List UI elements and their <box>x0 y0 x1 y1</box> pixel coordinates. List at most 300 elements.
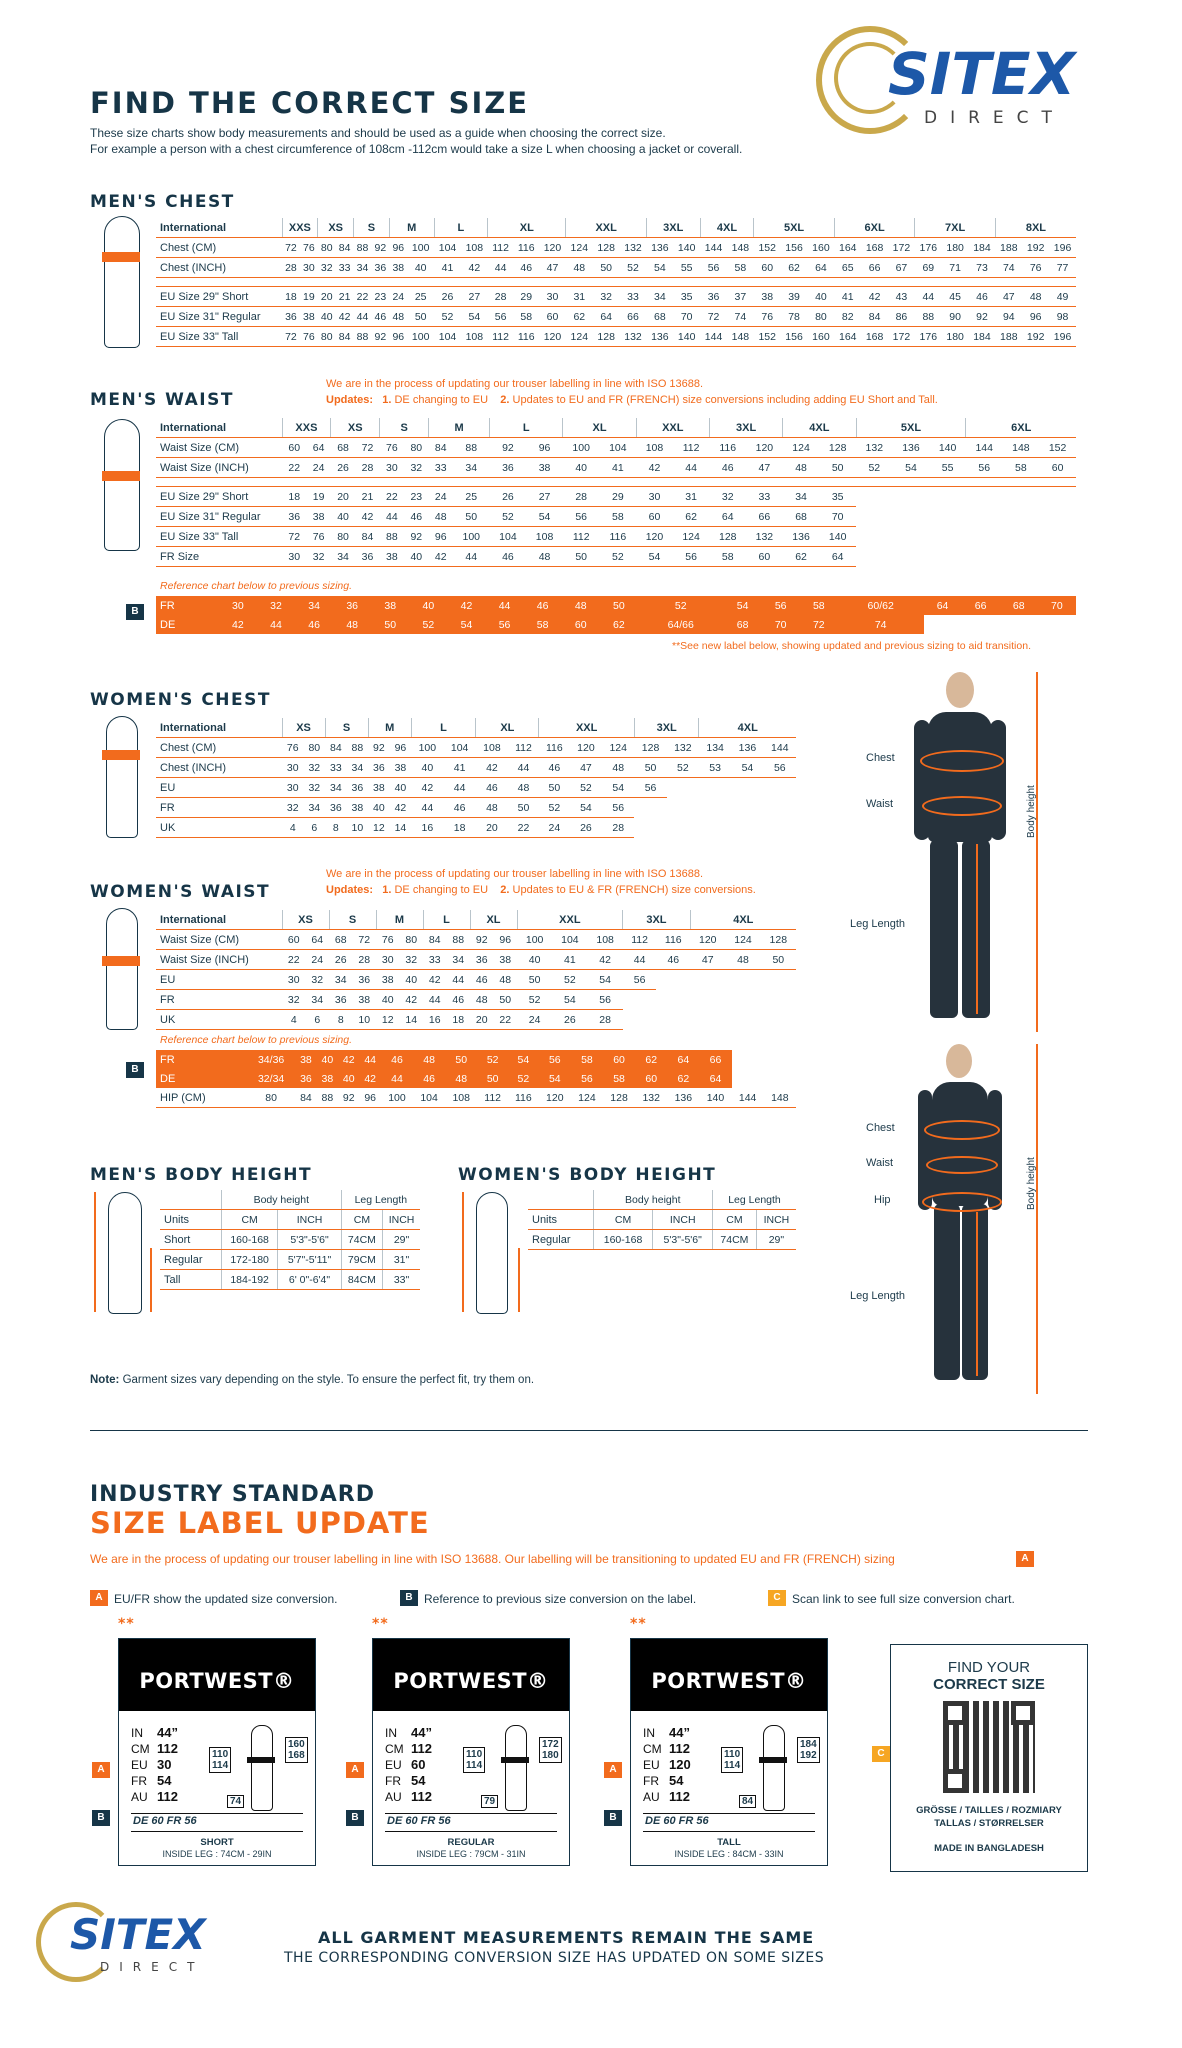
table-cell: 42 <box>429 547 453 567</box>
table-cell: 84 <box>861 307 888 327</box>
waist-ring-icon <box>926 1156 998 1174</box>
womens-ref-note: Reference chart below to previous sizing. <box>160 1034 353 1046</box>
table-cell: 76 <box>380 438 404 458</box>
table-cell: Chest (CM) <box>156 238 282 258</box>
male-leg-left <box>930 840 958 1018</box>
table-cell: Regular <box>528 1230 593 1250</box>
update-2-num: 2. <box>500 884 510 896</box>
qr-code-icon[interactable] <box>943 1701 1035 1793</box>
table-cell: 128 <box>819 438 856 458</box>
table-cell: 54 <box>461 307 488 327</box>
update-2: Updates to EU and FR (FRENCH) size conversions including adding EU Short and Tall. <box>512 394 938 406</box>
table-cell: 36 <box>329 990 353 1010</box>
label-box-bottom: 74 <box>227 1795 244 1808</box>
leg-arrow-icon <box>518 1248 520 1312</box>
table-cell: 168 <box>861 238 888 258</box>
logo-subtext: DIRECT <box>924 108 1065 128</box>
label-old-sizes: DE 60 FR 56 <box>645 1815 709 1827</box>
table-cell: XXS <box>282 218 318 238</box>
table-cell: 28 <box>353 950 377 970</box>
table-cell: FR Size <box>156 547 282 567</box>
table-cell: 84 <box>295 1088 316 1108</box>
table-cell: 124 <box>725 930 760 950</box>
waist-label: Waist <box>866 1157 894 1169</box>
table-cell: 32 <box>306 547 330 567</box>
table-cell: 116 <box>508 1088 539 1108</box>
table-row <box>156 738 796 758</box>
table-cell: 96 <box>429 527 453 547</box>
table-cell: 16 <box>423 1010 447 1030</box>
table-cell: 88 <box>317 1088 338 1108</box>
table-cell: 132 <box>620 238 647 258</box>
table-cell: 32 <box>306 970 330 990</box>
chest-ring-icon <box>924 1120 1000 1140</box>
table-cell: 64 <box>699 1069 731 1088</box>
ref-row <box>156 615 1076 634</box>
table-cell: 18 <box>443 818 475 838</box>
table-row <box>156 327 1076 347</box>
table-cell: 49 <box>1049 287 1076 307</box>
table-cell: 84 <box>336 238 354 258</box>
legend-badge-c: C <box>768 1590 786 1606</box>
table-cell: 50 <box>407 307 434 327</box>
label-waist-band-icon <box>759 1757 787 1763</box>
table-cell: S <box>325 718 368 738</box>
table-cell: 50 <box>563 547 600 567</box>
table-cell: 45 <box>942 287 969 307</box>
table-cell: 64 <box>807 258 834 278</box>
table-cell: 47 <box>539 258 566 278</box>
table-cell: 30 <box>300 258 318 278</box>
legend-badge-a: A <box>90 1590 108 1606</box>
womens-ref-table <box>156 1050 796 1108</box>
table-cell: 55 <box>929 458 966 478</box>
table-cell: 58 <box>727 258 754 278</box>
table-cell: 172-180 <box>221 1250 277 1270</box>
table-cell: 172 <box>888 238 915 258</box>
leg-line-icon <box>976 844 978 1014</box>
label-line: AU 112 <box>131 1789 178 1804</box>
table-cell: 8XL <box>995 218 1076 238</box>
industry-title-2: SIZE LABEL UPDATE <box>90 1506 430 1540</box>
table-cell: 140 <box>673 238 700 258</box>
table-cell: 37 <box>727 287 754 307</box>
qr-corner-icon <box>943 1769 967 1793</box>
table-cell: 38 <box>389 258 407 278</box>
table-cell: 112 <box>673 438 710 458</box>
table-cell: 148 <box>727 327 754 347</box>
table-cell: 38 <box>295 1050 316 1069</box>
table-row <box>156 798 796 818</box>
table-cell: 172 <box>888 327 915 347</box>
table-cell: 92 <box>338 1088 359 1108</box>
table-cell: 46 <box>969 287 996 307</box>
table-cell: 88 <box>447 930 471 950</box>
table-cell: 10 <box>353 1010 377 1030</box>
table-cell: 184 <box>969 238 996 258</box>
mens-ref-table <box>156 596 1076 634</box>
table-cell: 72 <box>282 327 300 347</box>
table-cell: 46 <box>524 596 562 615</box>
table-cell: 42 <box>861 287 888 307</box>
table-cell: M <box>389 218 434 238</box>
table-cell: 36 <box>295 1069 316 1088</box>
table-cell: 18 <box>282 287 300 307</box>
table-cell: 46 <box>490 547 527 567</box>
table-cell: 132 <box>620 327 647 347</box>
table-cell: 100 <box>381 1088 413 1108</box>
table-cell: 112 <box>488 238 514 258</box>
table-cell: XXL <box>566 218 647 238</box>
table-cell: 64/66 <box>638 615 724 634</box>
table-cell: FR <box>156 596 219 615</box>
table-cell: S <box>380 418 429 438</box>
label-size-name: TALL <box>717 1837 741 1848</box>
table-row <box>156 818 796 838</box>
table-cell: 188 <box>995 327 1022 347</box>
table-cell: Tall <box>160 1270 221 1290</box>
table-cell: 42 <box>219 615 257 634</box>
table-cell: EU Size 29" Short <box>156 287 282 307</box>
table-cell: 144 <box>700 327 727 347</box>
label-divider <box>131 1813 303 1814</box>
table-cell: 54 <box>893 458 930 478</box>
table-cell: 80 <box>304 738 326 758</box>
table-cell: 6XL <box>834 218 915 238</box>
table-cell: 16 <box>411 818 443 838</box>
table-cell: 26 <box>490 487 527 507</box>
table-cell: 92 <box>371 238 389 258</box>
body-height-label: Body height <box>1026 785 1037 838</box>
table-cell: 88 <box>453 438 490 458</box>
table-cell: 48 <box>566 258 593 278</box>
table-cell: XL <box>476 718 539 738</box>
female-torso <box>932 1082 988 1206</box>
table-cell: 70 <box>1038 596 1076 615</box>
qr-line-2: CORRECT SIZE <box>933 1676 1045 1693</box>
table-cell: 192 <box>1022 238 1049 258</box>
table-cell: INCH <box>756 1210 796 1230</box>
womens-waist-note-1: We are in the process of updating our trouser labelling in line with ISO 13688. <box>326 868 704 880</box>
qr-corner-icon <box>1011 1701 1035 1725</box>
table-cell: 56 <box>571 1069 603 1088</box>
table-cell: 64 <box>593 307 620 327</box>
table-cell: 47 <box>746 458 783 478</box>
table-cell: 40 <box>407 258 434 278</box>
table-row <box>156 458 1076 478</box>
table-cell: 48 <box>526 547 563 567</box>
label-divider <box>643 1831 815 1832</box>
logo-text: SITEX <box>70 1910 206 1959</box>
table-cell: 98 <box>1049 307 1076 327</box>
table-cell: 21 <box>355 487 379 507</box>
badge-b: B <box>126 1062 144 1078</box>
mens-chest-table <box>156 218 1076 347</box>
table-cell: 124 <box>571 1088 603 1108</box>
table-cell: 24 <box>539 818 570 838</box>
update-1: DE changing to EU <box>394 394 489 406</box>
table-cell: 42 <box>588 950 623 970</box>
table-cell: 5'7"-5'11" <box>278 1250 341 1270</box>
table-cell: 104 <box>413 1088 445 1108</box>
table-cell: 23 <box>404 487 428 507</box>
table-cell: 29" <box>756 1230 796 1250</box>
table-cell: 50 <box>819 458 856 478</box>
table-cell: 41 <box>443 758 475 778</box>
table-cell: 42 <box>447 596 485 615</box>
label-line: FR 54 <box>385 1773 426 1788</box>
table-cell: 54 <box>508 1050 539 1069</box>
table-cell: 50 <box>508 798 539 818</box>
table-cell: 124 <box>602 738 634 758</box>
table-cell: 92 <box>371 327 389 347</box>
table-cell: 42 <box>423 970 447 990</box>
table-cell: 72 <box>282 527 306 547</box>
table-cell: Chest (CM) <box>156 738 282 758</box>
mens-chest-figure <box>90 212 154 352</box>
table-cell: 74CM <box>712 1230 756 1250</box>
chest-label: Chest <box>866 1122 895 1134</box>
table-cell: 5'3"-5'6" <box>653 1230 713 1250</box>
hip-label: Hip <box>874 1194 891 1206</box>
table-cell: 36 <box>470 950 494 970</box>
table-cell: Chest (INCH) <box>156 758 282 778</box>
female-figure-icon <box>476 1192 508 1314</box>
table-cell: 144 <box>732 1088 764 1108</box>
label-brand-bar <box>119 1639 315 1711</box>
update-2: Updates to EU & FR (FRENCH) size conversions. <box>512 884 756 896</box>
table-cell: 144 <box>966 438 1003 458</box>
table-cell: 14 <box>400 1010 424 1030</box>
table-cell: 66 <box>746 507 783 527</box>
table-cell: 77 <box>1049 258 1076 278</box>
waist-band-icon <box>102 471 140 481</box>
table-cell: 48 <box>562 596 600 615</box>
table-cell: 60 <box>636 507 673 527</box>
update-2-num: 2. <box>500 394 510 406</box>
table-cell: 26 <box>331 458 355 478</box>
female-leg-left <box>934 1204 960 1380</box>
label-line: CM 112 <box>131 1741 178 1756</box>
table-cell: XXL <box>636 418 709 438</box>
table-cell: 73 <box>969 258 996 278</box>
label-values <box>131 1725 178 1805</box>
table-row <box>156 778 796 798</box>
footer-logo[interactable] <box>30 1898 270 1988</box>
table-cell: 72 <box>800 615 838 634</box>
sitex-logo[interactable] <box>800 18 1170 138</box>
ref-row <box>156 596 1076 615</box>
table-cell: 34 <box>453 458 490 478</box>
table-cell: 34 <box>306 990 330 1010</box>
table-cell: Body height <box>221 1190 341 1210</box>
table-cell: 176 <box>915 238 942 258</box>
table-cell: 108 <box>636 438 673 458</box>
ref-row <box>156 1050 796 1069</box>
table-cell: 90 <box>942 307 969 327</box>
table-cell: 44 <box>381 1069 413 1088</box>
table-cell: 100 <box>563 438 600 458</box>
male-figure-icon <box>104 216 140 348</box>
table-cell: 44 <box>486 596 524 615</box>
table-cell: 128 <box>603 1088 635 1108</box>
table-cell: 56 <box>588 990 623 1010</box>
table-cell: XS <box>331 418 380 438</box>
table-cell: 40 <box>331 507 355 527</box>
table-cell: 44 <box>411 798 443 818</box>
table-cell: 74 <box>838 615 924 634</box>
table-cell: 42 <box>390 798 412 818</box>
label-badge-b: B <box>346 1810 364 1826</box>
label-brand-bar <box>373 1639 569 1711</box>
table-cell: DE <box>156 1069 247 1088</box>
table-cell: 22 <box>282 950 306 970</box>
qr-card[interactable] <box>890 1644 1088 1872</box>
table-cell: 4XL <box>699 718 796 738</box>
mens-ref-note: Reference chart below to previous sizing. <box>160 580 353 592</box>
table-cell: 67 <box>888 258 915 278</box>
table-row <box>156 950 796 970</box>
table-cell: 47 <box>570 758 602 778</box>
table-cell: 68 <box>1000 596 1038 615</box>
table-cell: 152 <box>754 327 781 347</box>
table-cell: 66 <box>962 596 1000 615</box>
table-cell: L <box>434 218 488 238</box>
table-cell: 46 <box>443 798 475 818</box>
table-cell: 100 <box>411 738 443 758</box>
table-cell: 42 <box>461 258 488 278</box>
table-cell: 116 <box>539 738 570 758</box>
table-cell: 84 <box>423 930 447 950</box>
table-cell: 50 <box>600 596 638 615</box>
intro-line-1: These size charts show body measurements and should be used as a guide when choosing the correct size. <box>90 126 666 140</box>
table-cell: M <box>429 418 490 438</box>
female-arm-right <box>988 1090 1002 1210</box>
table-cell: 42 <box>355 507 379 527</box>
table-cell: 48 <box>725 950 760 970</box>
mens-height-table <box>160 1190 420 1290</box>
table-cell: 62 <box>635 1050 667 1069</box>
female-head <box>946 1044 972 1078</box>
table-cell: 82 <box>834 307 861 327</box>
mens-footnote: **See new label below, showing updated and previous sizing to aid transition. <box>672 640 1031 652</box>
table-cell: XL <box>488 218 566 238</box>
table-cell: UK <box>156 818 282 838</box>
table-cell: 32 <box>593 287 620 307</box>
female-arm-left <box>918 1090 932 1210</box>
table-cell: 3XL <box>709 418 782 438</box>
table-gap <box>156 278 1076 287</box>
table-cell: 92 <box>470 930 494 950</box>
table-cell: 41 <box>600 458 637 478</box>
label-divider <box>385 1813 557 1814</box>
table-cell: 44 <box>257 615 295 634</box>
table-cell: 64 <box>306 438 330 458</box>
table-cell: 96 <box>389 327 407 347</box>
table-cell: CM <box>593 1210 653 1230</box>
table-cell: 5'3"-5'6" <box>278 1230 341 1250</box>
table-cell: 52 <box>552 970 587 990</box>
table-cell: 120 <box>690 930 725 950</box>
table-cell: 38 <box>376 970 400 990</box>
table-cell: 31 <box>566 287 593 307</box>
table-cell: 12 <box>368 818 390 838</box>
table-cell: 52 <box>620 258 647 278</box>
table-cell: 128 <box>709 527 746 547</box>
garment-note <box>90 1374 534 1386</box>
table-cell: 64 <box>709 507 746 527</box>
divider <box>90 1430 1088 1431</box>
table-cell: International <box>156 718 282 738</box>
table-cell: 88 <box>347 738 369 758</box>
table-cell: 34 <box>447 950 471 970</box>
table-cell: 38 <box>347 798 369 818</box>
table-cell: 54 <box>570 798 602 818</box>
table-cell: 40 <box>376 990 400 1010</box>
group-row <box>528 1190 796 1210</box>
table-cell: 46 <box>381 1050 413 1069</box>
table-cell: 40 <box>338 1069 359 1088</box>
table-cell: 48 <box>389 307 407 327</box>
table-cell: 34 <box>347 758 369 778</box>
table-cell: 3XL <box>623 910 690 930</box>
table-cell: EU Size 33" Tall <box>156 327 282 347</box>
height-line-icon <box>1036 672 1038 1032</box>
table-cell: 41 <box>834 287 861 307</box>
table-cell: 38 <box>353 990 377 1010</box>
table-cell: 128 <box>593 238 620 258</box>
male-head <box>946 672 974 708</box>
table-cell: 47 <box>690 950 725 970</box>
table-cell: 60 <box>754 258 781 278</box>
units-row <box>528 1210 796 1230</box>
table-cell: 40 <box>404 547 428 567</box>
leg-length-label: Leg Length <box>850 918 906 930</box>
table-cell: 52 <box>570 778 602 798</box>
table-cell: 116 <box>656 930 690 950</box>
table-cell: INCH <box>278 1210 341 1230</box>
table-cell: 54 <box>526 507 563 527</box>
table-cell: 76 <box>1022 258 1049 278</box>
table-cell: CM <box>341 1210 382 1230</box>
units-row <box>160 1210 420 1230</box>
table-cell: 24 <box>389 287 407 307</box>
table-cell: 4 <box>282 818 304 838</box>
table-cell: 22 <box>508 818 539 838</box>
table-cell: EU <box>156 970 282 990</box>
table-cell: 64 <box>306 930 330 950</box>
table-gap <box>156 478 1076 487</box>
table-cell: 152 <box>1039 438 1076 458</box>
label-box-bottom: 79 <box>481 1795 498 1808</box>
male-arm-left <box>914 720 930 840</box>
womens-height-table <box>528 1190 796 1250</box>
table-cell: 36 <box>355 547 379 567</box>
footer-line-2: THE CORRESPONDING CONVERSION SIZE HAS UPDATED ON SOME SIZES <box>284 1950 825 1966</box>
update-1: DE changing to EU <box>394 884 489 896</box>
table-cell: 92 <box>404 527 428 547</box>
table-cell: 52 <box>638 596 724 615</box>
legend-a: EU/FR show the updated size conversion. <box>114 1592 338 1606</box>
table-cell: Body height <box>593 1190 712 1210</box>
table-cell: International <box>156 418 282 438</box>
table-cell <box>156 278 1076 287</box>
table-cell: 132 <box>856 438 893 458</box>
table-cell: 39 <box>781 287 808 307</box>
table-cell: 176 <box>915 327 942 347</box>
table-cell: 32 <box>709 487 746 507</box>
table-cell: 30 <box>282 547 306 567</box>
